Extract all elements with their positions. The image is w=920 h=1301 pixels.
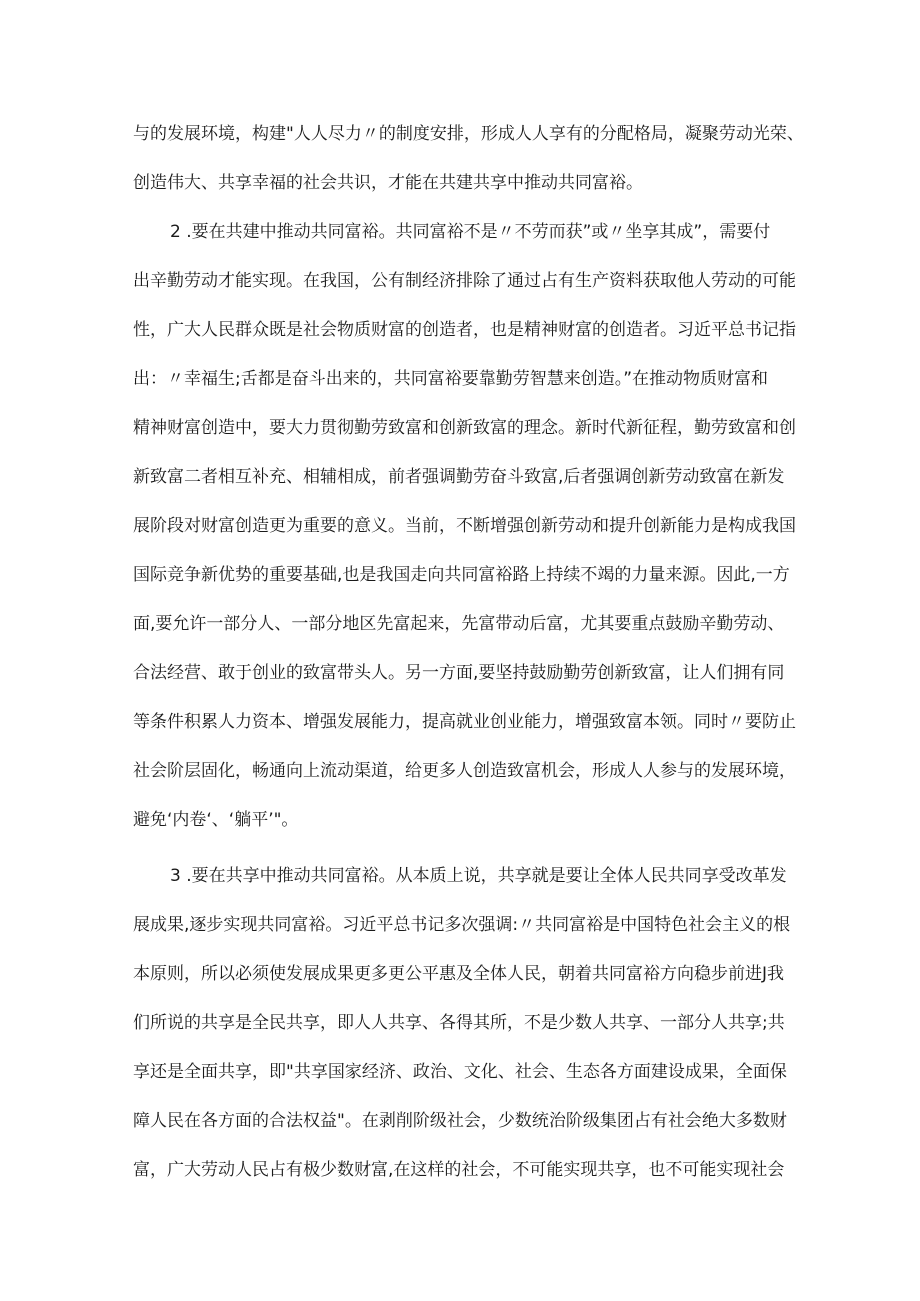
- text-line: 创造伟大、共享幸福的社会共识，才能在共建共享中推动共同富裕。: [133, 173, 643, 193]
- text-line: 合法经营、敢于创业的致富带头人。另一方面,要坚持鼓励勤劳创新致富，让人们拥有同: [133, 663, 785, 683]
- text-line: 新致富二者相互补充、相辅相成，前者强调勤劳奋斗致富,后者强调创新劳动致富在新发: [133, 467, 785, 487]
- text-line: 障人民在各方面的合法权益"。在剥削阶级社会，少数统治阶级集团占有社会绝大多数财: [133, 1111, 787, 1131]
- text-line: 国际竞争新优势的重要基础,也是我国走向共同富裕路上持续不竭的力量来源。因此,一方: [133, 565, 790, 585]
- text-line: 性，广大人民群众既是社会物质财富的创造者，也是精神财富的创造者。习近平总书记指: [133, 320, 796, 340]
- paragraph-2-start: 2 .要在共建中推动共同富裕。共同富裕不是〃不劳而获”或〃坐享其成”，需要付: [170, 222, 771, 242]
- text-line: 出：〃幸福生;舌都是奋斗出来的，共同富裕要靠勤劳智慧来创造。”在推动物质财富和: [133, 369, 769, 389]
- text-line: 与的发展环境，构建"人人尽力〃的制度安排，形成人人享有的分配格局，凝聚劳动光荣、: [133, 124, 804, 144]
- text-line: 避免‘内卷‘、‘躺平’"。: [133, 810, 299, 830]
- text-line: 富，广大劳动人民占有极少数财富,在这样的社会，不可能实现共享，也不可能实现社会: [133, 1160, 785, 1180]
- text-line: 本原则，所以必须使发展成果更多更公平惠及全体人民，朝着共同富裕方向稳步前进J我: [133, 964, 785, 984]
- text-line: 精神财富创造中，要大力贯彻勤劳致富和创新致富的理念。新时代新征程，勤劳致富和创: [133, 418, 796, 438]
- text-line: 们所说的共享是全民共享，即人人共享、各得其所，不是少数人共享、一部分人共享;共: [133, 1013, 785, 1033]
- paragraph-3-start: 3 .要在共享中推动共同富裕。从本质上说，共享就是要让全体人民共同享受改革发: [170, 866, 787, 886]
- text-line: 展阶段对财富创造更为重要的意义。当前，不断增强创新劳动和提升创新能力是构成我国: [133, 516, 796, 536]
- text-line: 出辛勤劳动才能实现。在我国，公有制经济排除了通过占有生产资料获取他人劳动的可能: [133, 271, 796, 291]
- text-line: 面,要允许一部分人、一部分地区先富起来，先富带动后富，尤其要重点鼓励辛勤劳动、: [133, 614, 785, 634]
- text-line: 展成果,逐步实现共同富裕。习近平总书记多次强调:〃共同富裕是中国特色社会主义的根: [133, 915, 791, 935]
- text-line: 享还是全面共享，即"共享国家经济、政治、文化、社会、生态各方面建设成果，全面保: [133, 1062, 787, 1082]
- text-line: 等条件积累人力资本、增强发展能力，提高就业创业能力，增强致富本领。同时〃要防止: [133, 712, 796, 732]
- text-line: 社会阶层固化，畅通向上流动渠道，给更多人创造致富机会，形成人人参与的发展环境，: [133, 761, 796, 781]
